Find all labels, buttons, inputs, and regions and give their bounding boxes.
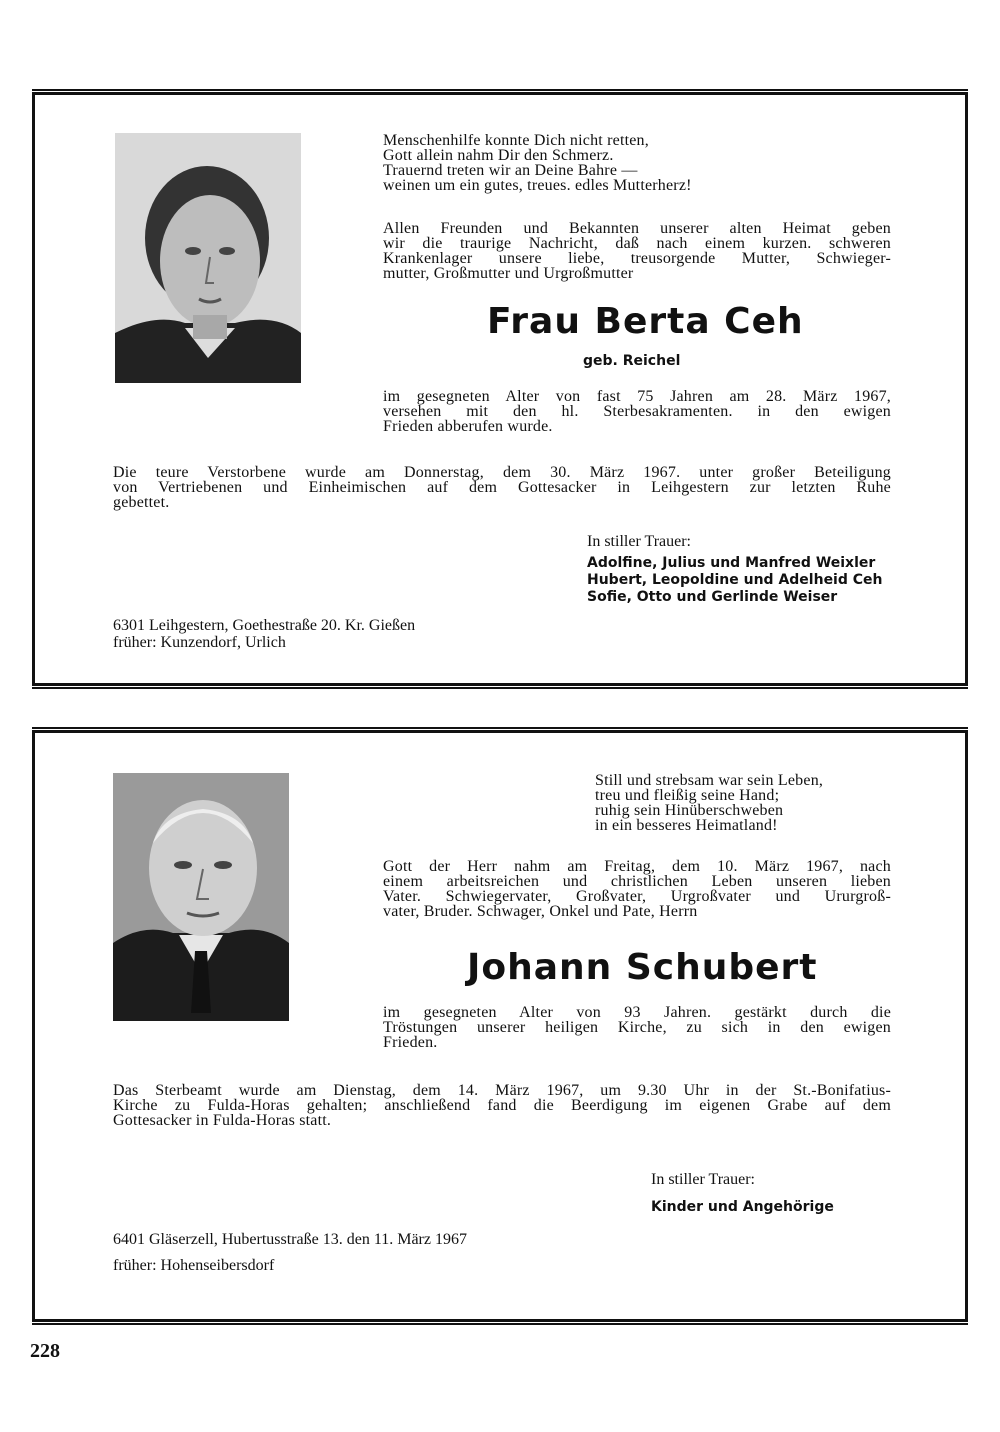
- text-line: mutter, Großmutter und Urgroßmutter: [383, 265, 634, 282]
- text-line: Frieden.: [383, 1034, 438, 1051]
- text-line: Gottesacker in Fulda-Horas statt.: [113, 1112, 332, 1129]
- address-line: 6401 Gläserzell, Hubertusstraße 13. den 11. März 1967: [113, 1231, 467, 1248]
- text-line: im gesegneten Alter von 93 Jahren. gestärkt durch die: [383, 1004, 891, 1021]
- death-text: [383, 389, 891, 434]
- announcement-text: [383, 859, 891, 919]
- deceased-name: Frau Berta Ceh: [487, 301, 804, 342]
- verse-line: Menschenhilfe konnte Dich nicht retten,: [383, 132, 649, 149]
- portrait-photo-woman: [115, 133, 301, 383]
- verse-line: treu und fleißig seine Hand;: [595, 787, 780, 804]
- text-line: Krankenlager unsere liebe, treusorgende Mutter, Schwieger-: [383, 250, 891, 267]
- mourning-label: In stiller Trauer:: [587, 533, 691, 550]
- funeral-text: [113, 1083, 891, 1128]
- text-line: vater, Bruder. Schwager, Onkel und Pate, Herrn: [383, 903, 698, 920]
- obituary-berta-ceh: [32, 92, 968, 686]
- deceased-name: Johann Schubert: [467, 947, 818, 988]
- text-line: von Vertriebenen und Einheimischen auf dem Gottesacker in Leihgestern zur letzten Ruhe: [113, 479, 891, 496]
- mourner-line: Hubert, Leopoldine und Adelheid Ceh: [587, 572, 883, 588]
- verse-line: Still und strebsam war sein Leben,: [595, 772, 824, 789]
- verse: [383, 133, 713, 193]
- mourning-label: In stiller Trauer:: [651, 1171, 755, 1188]
- text-line: versehen mit den hl. Sterbesakramenten. in den ewigen: [383, 403, 891, 420]
- page-number: 228: [30, 1340, 60, 1362]
- text-line: Die teure Verstorbene wurde am Donnerstag, dem 30. März 1967. unter großer Beteiligung: [113, 464, 891, 481]
- verse-line: Gott allein nahm Dir den Schmerz.: [383, 147, 614, 164]
- text-line: Frieden abberufen wurde.: [383, 418, 553, 435]
- text-line: gebettet.: [113, 494, 170, 511]
- mourners-list: [651, 1199, 834, 1216]
- text-line: Allen Freunden und Bekannten unserer alten Heimat geben: [383, 220, 891, 237]
- former-residence: früher: Kunzendorf, Urlich: [113, 634, 286, 651]
- text-line: Gott der Herr nahm am Freitag, dem 10. März 1967, nach: [383, 858, 891, 875]
- verse-line: ruhig sein Hinüberschweben: [595, 802, 784, 819]
- obituary-johann-schubert: [32, 730, 968, 1322]
- verse-line: in ein besseres Heimatland!: [595, 817, 778, 834]
- portrait-photo-man: [113, 773, 289, 1021]
- verse-line: Trauernd treten wir an Deine Bahre —: [383, 162, 638, 179]
- text-line: im gesegneten Alter von fast 75 Jahren am 28. März 1967,: [383, 388, 891, 405]
- death-text: [383, 1005, 891, 1050]
- text-line: einem arbeitsreichen und christlichen Leben unseren lieben: [383, 873, 891, 890]
- former-residence: früher: Hohenseibersdorf: [113, 1257, 275, 1274]
- mourner-line: Adolfine, Julius und Manfred Weixler: [587, 555, 876, 571]
- announcement-text: [383, 221, 891, 281]
- text-line: Tröstungen unserer heiligen Kirche, zu sich in den ewigen: [383, 1019, 891, 1036]
- funeral-text: [113, 465, 891, 510]
- verse: [595, 773, 895, 833]
- address-line: 6301 Leihgestern, Goethestraße 20. Kr. Gießen: [113, 617, 416, 634]
- text-line: Das Sterbeamt wurde am Dienstag, dem 14. März 1967, um 9.30 Uhr in der St.-Bonifatius-: [113, 1082, 891, 1099]
- verse-line: weinen um ein gutes, treues. edles Mutterherz!: [383, 177, 692, 194]
- text-line: wir die traurige Nachricht, daß nach einem kurzen. schweren: [383, 235, 891, 252]
- text-line: Kirche zu Fulda-Horas gehalten; anschließend fand die Beerdigung im eigenen Grabe auf dem: [113, 1097, 891, 1114]
- text-line: Vater. Schwiegervater, Großvater, Urgroßvater und Ururgroß-: [383, 888, 891, 905]
- mourner-line: Kinder und Angehörige: [651, 1199, 834, 1215]
- mourner-line: Sofie, Otto und Gerlinde Weiser: [587, 589, 838, 605]
- maiden-name: geb. Reichel: [583, 353, 681, 369]
- mourners-list: [587, 555, 883, 606]
